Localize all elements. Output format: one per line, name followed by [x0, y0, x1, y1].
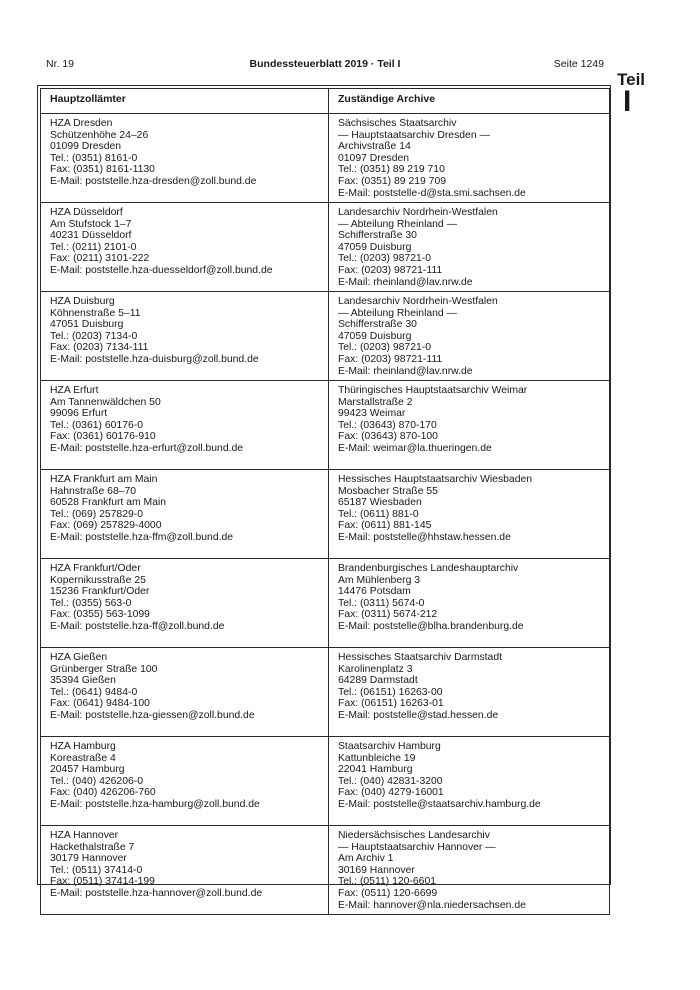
table-row	[41, 470, 610, 559]
email-line: E-Mail: poststelle@stad.hessen.de	[338, 709, 499, 721]
address-line: Schifferstraße 30	[338, 230, 417, 242]
table-header-row	[41, 89, 610, 114]
address-line: Tel.: (0511) 37414-0	[50, 864, 143, 876]
email-line: E-Mail: poststelle.hza-duisburg@zoll.bund.de	[50, 353, 259, 365]
customs-office-cell	[41, 559, 329, 648]
issue-number: Nr. 19	[46, 58, 75, 70]
address-line: Fax: (0203) 98721-111	[338, 264, 443, 276]
side-tab-label: Teil	[617, 70, 646, 89]
address-line: 30179 Hannover	[50, 853, 127, 865]
publication-title: Bundessteuerblatt 2019 · Teil I	[249, 58, 401, 70]
address-line: Thüringisches Hauptstaatsarchiv Weimar	[338, 385, 528, 396]
address-line: Fax: (040) 426206-760	[50, 787, 156, 799]
table-row	[41, 648, 610, 737]
archive-table	[40, 88, 610, 915]
table-row	[41, 381, 610, 470]
address-line: — Hauptstaatsarchiv Hannover —	[338, 841, 496, 853]
table-row	[41, 737, 610, 826]
address-line: Hessisches Hauptstaatsarchiv Wiesbaden	[338, 474, 533, 485]
email-line: E-Mail: poststelle.hza-hannover@zoll.bund.de	[50, 887, 263, 899]
address-line: Tel.: (0203) 7134-0	[50, 330, 138, 342]
address-line: Archivstraße 14	[338, 141, 411, 153]
address-line: Grünberger Straße 100	[50, 663, 158, 675]
address-line: Tel.: (0351) 8161-0	[50, 152, 138, 164]
address-line: Tel.: (0211) 2101-0	[50, 241, 137, 253]
address-line: Koreastraße 4	[50, 752, 116, 764]
address-line: 99096 Erfurt	[50, 408, 108, 420]
address-line: Fax: (0311) 5674-212	[338, 609, 438, 621]
address-line: Fax: (0351) 89 219 709	[338, 175, 447, 187]
address-line: Am Tannenwäldchen 50	[50, 396, 161, 408]
address-line: Tel.: (0355) 563-0	[50, 597, 132, 609]
address-line: Tel.: (040) 42831-3200	[338, 775, 443, 787]
address-line: Fax: (069) 257829-4000	[50, 520, 162, 532]
table-row	[41, 114, 610, 203]
address-line: HZA Hannover	[50, 830, 119, 841]
address-line: Am Stufstock 1–7	[50, 218, 132, 230]
email-line: E-Mail: poststelle@blha.brandenburg.de	[338, 620, 524, 632]
address-line: Fax: (0611) 881-145	[338, 520, 432, 532]
address-line: Tel.: (0311) 5674-0	[338, 597, 425, 609]
address-line: Hackethalstraße 7	[50, 841, 135, 853]
email-line: E-Mail: poststelle.hza-giessen@zoll.bund.de	[50, 709, 255, 721]
customs-office-cell	[41, 203, 329, 292]
address-line: Tel.: (0351) 89 219 710	[338, 164, 445, 176]
address-line: 35394 Gießen	[50, 675, 116, 687]
table-row	[41, 559, 610, 648]
address-line: Fax: (0351) 8161-1130	[50, 164, 155, 176]
archive-cell	[329, 737, 610, 826]
address-line: Fax: (0355) 563-1099	[50, 609, 150, 621]
email-line: E-Mail: rheinland@lav.nrw.de	[338, 276, 473, 288]
archive-cell	[329, 826, 610, 915]
address-line: Schützenhöhe 24–26	[50, 129, 149, 141]
address-line: Marstallstraße 2	[338, 396, 413, 408]
address-line: HZA Gießen	[50, 652, 108, 663]
customs-office-cell	[41, 114, 329, 203]
address-line: Karolinenplatz 3	[338, 663, 413, 675]
address-line: Niedersächsisches Landesarchiv	[338, 830, 490, 841]
address-line: Hessisches Staatsarchiv Darmstadt	[338, 652, 502, 663]
address-line: Landesarchiv Nordrhein-Westfalen	[338, 296, 498, 307]
archive-cell	[329, 559, 610, 648]
header-zustaendige-archive: Zuständige Archive	[329, 89, 610, 114]
address-line: — Abteilung Rheinland —	[338, 218, 457, 230]
archive-cell	[329, 203, 610, 292]
address-line: — Hauptstaatsarchiv Dresden —	[338, 129, 490, 141]
address-line: HZA Duisburg	[50, 296, 115, 307]
email-line: E-Mail: poststelle.hza-ff@zoll.bund.de	[50, 620, 225, 632]
address-line: Tel.: (0511) 120-6601	[338, 876, 437, 888]
address-line: Tel.: (040) 426206-0	[50, 775, 143, 787]
email-line: E-Mail: weimar@la.thueringen.de	[338, 442, 492, 454]
table-row	[41, 292, 610, 381]
email-line: E-Mail: poststelle.hza-erfurt@zoll.bund.de	[50, 442, 244, 454]
customs-office-cell	[41, 381, 329, 470]
email-line: E-Mail: poststelle-d@sta.smi.sachsen.de	[338, 187, 526, 199]
address-line: 99423 Weimar	[338, 408, 406, 420]
customs-office-cell	[41, 470, 329, 559]
address-line: 20457 Hamburg	[50, 764, 125, 776]
address-line: Tel.: (069) 257829-0	[50, 508, 143, 520]
address-line: Tel.: (0361) 60176-0	[50, 419, 143, 431]
address-line: Fax: (0203) 7134-111	[50, 342, 149, 354]
address-line: HZA Frankfurt am Main	[50, 474, 158, 485]
address-line: 30169 Hannover	[338, 864, 415, 876]
table-row	[41, 826, 610, 915]
email-line: E-Mail: poststelle.hza-hamburg@zoll.bund.de	[50, 798, 260, 810]
customs-office-cell	[41, 648, 329, 737]
email-line: E-Mail: poststelle@staatsarchiv.hamburg.de	[338, 798, 541, 810]
address-line: Am Mühlenberg 3	[338, 574, 421, 586]
archive-cell	[329, 470, 610, 559]
email-line: E-Mail: poststelle@hhstaw.hessen.de	[338, 531, 511, 543]
email-line: E-Mail: poststelle.hza-dresden@zoll.bund.de	[50, 175, 257, 187]
address-line: Landesarchiv Nordrhein-Westfalen	[338, 207, 498, 218]
address-line: Fax: (040) 4279-16001	[338, 787, 444, 799]
archive-table-container	[40, 88, 610, 911]
address-line: Schifferstraße 30	[338, 319, 417, 331]
address-line: Sächsisches Staatsarchiv	[338, 118, 457, 129]
customs-office-cell	[41, 826, 329, 915]
table-body	[41, 114, 610, 915]
header-hauptzollaemter: Hauptzollämter	[41, 89, 329, 114]
address-line: Fax: (0203) 98721-111	[338, 353, 443, 365]
address-line: Staatsarchiv Hamburg	[338, 741, 441, 752]
side-tab-numeral: I	[623, 85, 632, 118]
customs-office-cell	[41, 737, 329, 826]
table-row	[41, 203, 610, 292]
address-line: Tel.: (0611) 881-0	[338, 508, 419, 520]
archive-cell	[329, 292, 610, 381]
page-number: Seite 1249	[553, 58, 604, 70]
address-line: Fax: (06151) 16263-01	[338, 698, 444, 710]
address-line: Am Archiv 1	[338, 853, 394, 865]
page-header	[46, 58, 604, 72]
address-line: 60528 Frankfurt am Main	[50, 497, 167, 509]
address-line: Tel.: (0203) 98721-0	[338, 253, 431, 265]
address-line: — Abteilung Rheinland —	[338, 307, 457, 319]
address-line: 22041 Hamburg	[338, 764, 413, 776]
email-line: E-Mail: rheinland@lav.nrw.de	[338, 365, 473, 377]
address-line: HZA Dresden	[50, 118, 113, 129]
archive-cell	[329, 381, 610, 470]
archive-cell	[329, 114, 610, 203]
customs-office-cell	[41, 292, 329, 381]
address-line: Hahnstraße 68–70	[50, 485, 137, 497]
address-line: 15236 Frankfurt/Oder	[50, 586, 150, 598]
address-line: 65187 Wiesbaden	[338, 497, 422, 509]
address-line: Brandenburgisches Landeshauptarchiv	[338, 563, 519, 574]
address-line: HZA Frankfurt/Oder	[50, 563, 141, 574]
email-line: E-Mail: poststelle.hza-ffm@zoll.bund.de	[50, 531, 234, 543]
address-line: 47059 Duisburg	[338, 241, 412, 253]
address-line: Kopernikusstraße 25	[50, 574, 146, 586]
address-line: Tel.: (0203) 98721-0	[338, 342, 431, 354]
address-line: Fax: (0211) 3101-222	[50, 253, 150, 265]
email-line: E-Mail: poststelle.hza-duesseldorf@zoll.bund.de	[50, 264, 273, 276]
address-line: Mosbacher Straße 55	[338, 485, 438, 497]
address-line: Kattunbleiche 19	[338, 752, 416, 764]
address-line: Tel.: (03643) 870-170	[338, 419, 437, 431]
address-line: Tel.: (06151) 16263-00	[338, 686, 443, 698]
email-line: E-Mail: hannover@nla.niedersachsen.de	[338, 899, 526, 911]
address-line: HZA Erfurt	[50, 385, 99, 396]
address-line: 40231 Düsseldorf	[50, 230, 132, 242]
address-line: 64289 Darmstadt	[338, 675, 418, 687]
address-line: 47059 Duisburg	[338, 330, 412, 342]
address-line: HZA Düsseldorf	[50, 207, 123, 218]
address-line: 14476 Potsdam	[338, 586, 411, 598]
address-line: Fax: (0511) 120-6699	[338, 887, 438, 899]
address-line: 47051 Duisburg	[50, 319, 124, 331]
address-line: Köhnenstraße 5–11	[50, 307, 141, 319]
address-line: 01097 Dresden	[338, 152, 410, 164]
address-line: 01099 Dresden	[50, 141, 122, 153]
archive-cell	[329, 648, 610, 737]
address-line: Fax: (0511) 37414-199	[50, 876, 155, 888]
address-line: HZA Hamburg	[50, 741, 116, 752]
address-line: Tel.: (0641) 9484-0	[50, 686, 138, 698]
address-line: Fax: (03643) 870-100	[338, 431, 438, 443]
address-line: Fax: (0641) 9484-100	[50, 698, 150, 710]
address-line: Fax: (0361) 60176-910	[50, 431, 156, 443]
